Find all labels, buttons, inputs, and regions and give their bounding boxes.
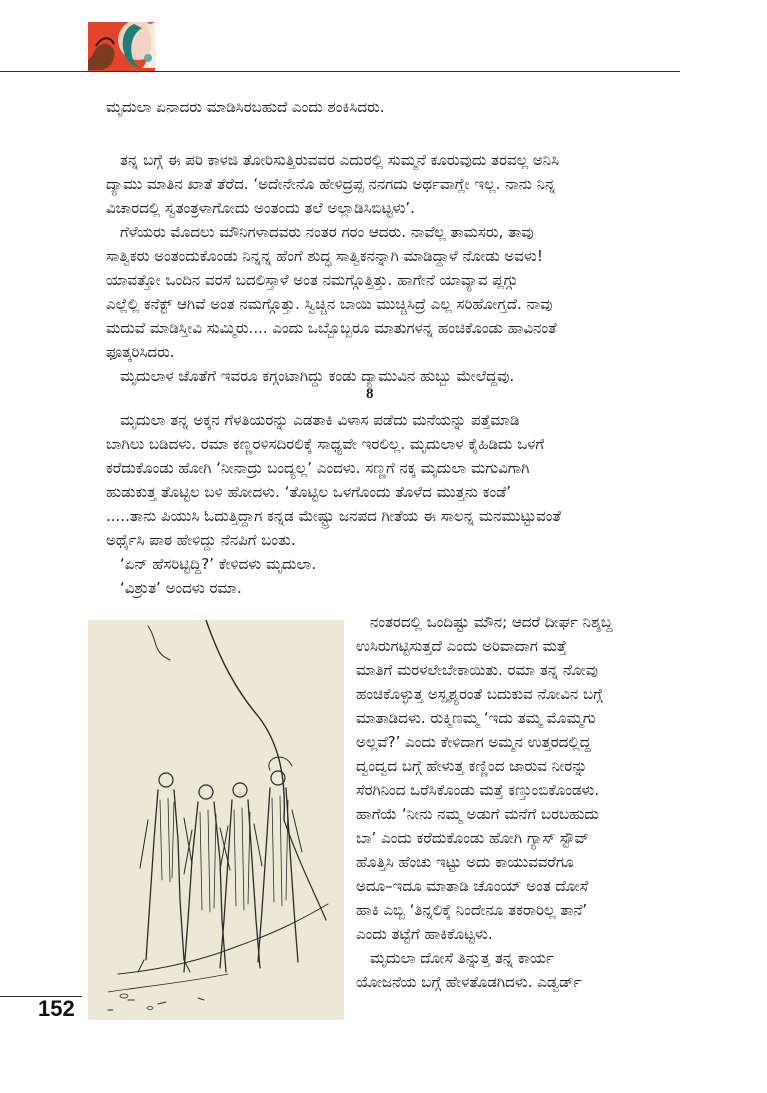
text-line: ದ್ವಂದ್ವದ ಬಗ್ಗೆ ಹೇಳುತ್ತ ಕಣ್ಣಿಂದ ಜಾರುವ ನೀರನ್ನು [356,757,588,775]
text-line: ಹಂಚಿಕೊಳ್ಳುತ್ತ ಅಸ್ಪೃಶ್ಯರಂತೆ ಬದುಕುವ ನೋವಿನ ಬಗ್ಗೆ [356,685,603,703]
sketch-illustration-icon [88,620,344,1020]
text-line: ಬಾ’ ಎಂದು ಕರೆದುಕೊಂಡು ಹೋಗಿ ಗ್ಯಾಸ್ ಸ್ಟೌವ್ [356,829,590,847]
text-line: ಉಸಿರುಗಟ್ಟಿಸುತ್ತದೆ ಎಂದು ಅರಿವಾದಾಗ ಮತ್ತೆ [356,637,567,655]
text-line: ಹಾಕಿ ಎಬ್ಬಿ ‘ತಿನ್ನಲಿಕ್ಕೆ ನಿಂದೇನೂ ತಕರಾರಿಲ್ಲ ತಾನೆ’ [356,901,588,919]
text-line: ಯಾವತ್ತೋ ಒಂದಿನ ವರಸೆ ಬದಲಿಸ್ತಾಳೆ ಅಂತ ನಮಗ್ಗೊತ್ತಿತ್ತು. ಹಾಗೇನೆ ಯಾವ್ಯಾವ ಪ್ಲಗ್ಗು [106,271,518,289]
text-line: ಹುಡುಕುತ್ತ ತೊಟ್ಟಿಲ ಬಳಿ ಹೋದಳು. ‘ತೊಟ್ಟಿಲ ಒಳಗೊಂದು ತೊಳೆದ ಮುತ್ತನು ಕಂಡೆ’ [106,483,512,501]
text-line: ‘ವಿಶ್ರುತ’ ಅಂದಳು ರಮಾ. [120,579,242,597]
chapter-number: 8 [366,386,374,402]
text-line: ಎಲ್ಲೆಲ್ಲಿ ಕನೆಕ್ಟ್ ಆಗಿವೆ ಅಂತ ನಮಗ್ಗೊತ್ತು. ಸ್ವಿಚ್ಚಿನ ಬಾಯಿ ಮುಚ್ಚಿಸಿದ್ರೆ ಎಲ್ಲ ಸರಿಹೋಗ್ತದೆ. ನಾವು [106,295,553,313]
logo-icon [88,22,155,71]
text-line: ಬಾಗಿಲು ಬಡಿದಳು. ರಮಾ ಕಣ್ಣರಳಿಸದಿರಲಿಕ್ಕೆ ಸಾಧ್ಯವೇ ಇರಲಿಲ್ಲ. ಮೃದುಲಾಳ ಕೈಹಿಡಿದು ಒಳಗೆ [106,435,545,453]
text-line: ದ್ಯಾಮು ಮಾತಿನ ಖಾತೆ ತೆರೆದ. ‘ಅದೇನೇನೊ ಹೇಳಿದ್ರಪ್ಪ ನನಗದು ಅರ್ಥವಾಗ್ಲೇ ಇಲ್ಲ. ನಾನು ನಿನ್ನ [106,175,556,193]
text-line: ಮೃದುಲಾಳ ಜೊತೆಗೆ ಇವರೂ ಕಗ್ಗಂಟಾಗಿದ್ದು ಕಂಡು ದ್ಯಾಮುವಿನ ಹುಬ್ಬು ಮೇಲೆದ್ದವು. [120,367,515,385]
text-line: ನಂತರದಲ್ಲಿ ಒಂದಿಷ್ಟು ಮೌನ; ಆದರೆ ದೀರ್ಘ ನಿಶ್ಶಬ್ದ [370,613,613,631]
text-line: ಮಾತಾಡಿದಳು. ರುಕ್ಮಿಣಮ್ಮ ‘ಇದು ತಮ್ಮ ಮೊಮ್ಮಗು [356,709,596,727]
text-line: ಮೃದುಲಾ ತನ್ನ ಅಕ್ಕನ ಗೆಳತಿಯರನ್ನು ಎಡತಾಕಿ ವಿಳಾಸ ಪಡೆದು ಮನೆಯನ್ನು ಪತ್ತೆಮಾಡಿ [120,411,520,429]
text-line: ಸೆರಗಿನಿಂದ ಒರೆಸಿಕೊಂಡು ಮತ್ತೆ ಕಣ್ತುಂಬಿಕೊಂಡಳು. [356,781,600,799]
header-rule [0,71,680,72]
text-line: ಮೃದುಲಾ ಏನಾದರು ಮಾಡಿಸಿರಬಹುದೆ ಎಂದು ಶಂಕಿಸಿದರು. [106,98,385,116]
text-line: ಅರ್ಥೈಸಿ ಪಾಠ ಹೇಳಿದ್ದು ನೆನಪಿಗೆ ಬಂತು. [106,531,296,549]
text-line: ವಿಚಾರದಲ್ಲಿ ಸ್ವತಂತ್ರಳಾಗೋದು ಅಂತಂದು ತಲೆ ಅಲ್ಲಾಡಿಸಿಬಿಟ್ಟಳು’. [106,199,415,217]
text-line: ‘ಏನ್ ಹೆಸರಿಟ್ಟಿದ್ದಿ?’ ಕೇಳಿದಳು ಮೃದುಲಾ. [120,555,317,573]
page-number: 152 [38,996,75,1021]
text-line: ಹೊತ್ತಿಸಿ ಹೆಂಚು ಇಟ್ಟು ಅದು ಕಾಯುವವರೆಗೂ [356,853,574,871]
text-line: ಮೃದುಲಾ ದೋಸೆ ತಿನ್ನುತ್ತ ತನ್ನ ಕಾರ್ಯ [370,949,554,967]
text-line: .....ತಾನು ಪಿಯುಸಿ ಓದುತ್ತಿದ್ದಾಗ ಕನ್ನಡ ಮೇಷ್ಟ್ರು ಜನಪದ ಗೀತೆಯ ಈ ಸಾಲನ್ನ ಮನಮುಟ್ಟುವಂತೆ [106,507,561,525]
text-line: ಸಾತ್ವಿಕರು ಅಂತಂದುಕೊಂಡು ನಿನ್ನನ್ನ ಹೆಂಗೆ ಶುದ್ಧ ಸಾತ್ವಿಕನನ್ನಾಗಿ ಮಾಡಿದ್ದಾಳೆ ನೋಡು ಅವಳು! [106,247,543,265]
text-line: ಅಲ್ಲವೆ?’ ಎಂದು ಕೇಳಿದಾಗ ಅಮ್ಮನ ಉತ್ತರದಲ್ಲಿದ್ದ [356,733,591,751]
text-line: ಕರೆದುಕೊಂಡು ಹೋಗಿ ‘ನೀನಾದ್ರು ಬಂದ್ಯಲ್ಲ’ ಎಂದಳು. ಸಣ್ಣಗೆ ನಕ್ಕ ಮೃದುಲಾ ಮಗುವಿಗಾಗಿ [106,459,530,477]
text-line: ಮದುವೆ ಮಾಡಿಸ್ತೀವಿ ಸುಮ್ಮಿರು.... ಎಂದು ಒಬ್ಬೊಬ್ಬರೂ ಮಾತುಗಳನ್ನ ಹಂಚಿಕೊಂಡು ಹಾವಿನಂತೆ [106,319,557,337]
text-line: ಮಾತಿಗೆ ಮರಳಲೇಬೇಕಾಯಿತು. ರಮಾ ತನ್ನ ನೋವು [356,661,598,679]
text-line: ಯೋಜನೆಯ ಬಗ್ಗೆ ಹೇಳತೊಡಗಿದಳು. ಎಡ್ವರ್ಡ್ [356,973,582,991]
text-line: ಹಾಗೆಯೆ ‘ನೀನು ನಮ್ಮ ಅಡುಗೆ ಮನೆಗೆ ಬರಬಹುದು [356,805,599,823]
text-line: ತನ್ನ ಬಗ್ಗೆ ಈ ಪರಿ ಕಾಳಜಿ ತೋರಿಸುತ್ತಿರುವವರ ಎದುರಲ್ಲಿ ಸುಮ್ಮನೆ ಕೂರುವುದು ತರವಲ್ಲ ಅನಿಸಿ [120,151,560,169]
text-line: ಅದೂ–ಇದೂ ಮಾತಾಡಿ ಚೊಂಯ್ ಅಂತ ದೋಸೆ [356,877,589,895]
text-line: ಗೆಳೆಯರು ಮೊದಲು ಮೌನಿಗಳಾದವರು ನಂತರ ಗರಂ ಆದರು. ನಾವೆಲ್ಲ ತಾಮಸರು, ತಾವು [120,223,534,241]
text-line: ಎಂದು ತಟ್ಟೆಗೆ ಹಾಕಿಕೊಟ್ಟಳು. [356,925,493,943]
text-line: ಫೂತ್ಕರಿಸಿದರು. [106,343,175,361]
